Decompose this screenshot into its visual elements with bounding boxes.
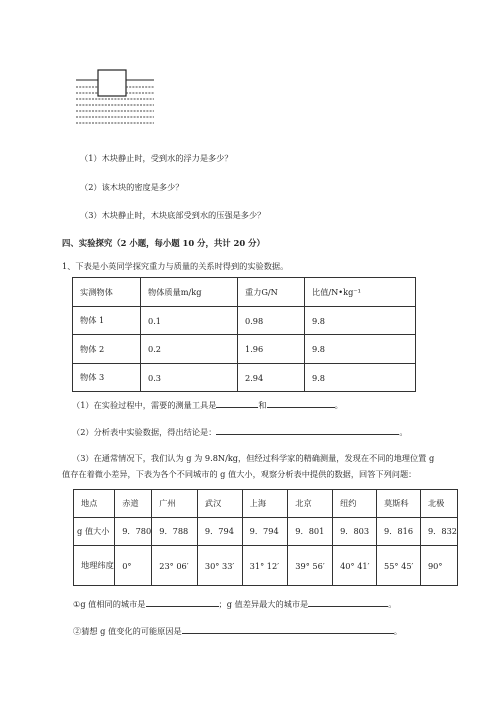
table-cell: 39° 56′ xyxy=(288,546,333,586)
table-cell: 9．801 xyxy=(288,518,333,546)
answer2-end: 。 xyxy=(393,626,402,636)
answer-2 xyxy=(73,626,402,637)
gravity-mass-table xyxy=(72,277,416,392)
table-cell: 9.8 xyxy=(305,335,416,364)
table-cell: 赤道 xyxy=(115,490,152,518)
table-cell: 9．803 xyxy=(333,518,377,546)
table-cell: 55° 45′ xyxy=(377,546,421,586)
table-cell: 北极 xyxy=(420,490,457,518)
table-cell: 9.8 xyxy=(305,307,416,335)
table-row xyxy=(73,335,416,364)
question-2: （2）该木块的密度是多少？ xyxy=(80,182,184,192)
table-cell: 0° xyxy=(115,546,152,586)
table-cell: 武汉 xyxy=(197,490,242,518)
sub1-and: 和 xyxy=(258,400,267,410)
question-3: （3）木块静止时，木块底部受到水的压强是多少？ xyxy=(80,210,266,220)
sub-question-2 xyxy=(72,427,408,438)
table-cell: g 值大小 xyxy=(74,518,115,546)
answer-blank-conclusion[interactable] xyxy=(216,427,399,435)
table-cell: 纽约 xyxy=(333,490,377,518)
sub2-text: （2）分析表中实验数据，得出结论是： xyxy=(72,427,217,437)
answer-blank-same-cities[interactable] xyxy=(146,599,219,607)
table-cell: 9．794 xyxy=(197,518,242,546)
table-cell: 9．780 xyxy=(115,518,152,546)
table-cell: 0.2 xyxy=(141,335,238,364)
sub-question-3-line-2: 值存在着微小差异，下表为各个不同城市的 g 值大小，观察分析表中提供的数据，回答下列问题： xyxy=(62,469,417,479)
table-cell: 9．816 xyxy=(377,518,421,546)
item-1-intro: 1、下表是小英同学探究重力与质量的关系时得到的实验数据。 xyxy=(62,261,289,271)
table-cell: 北京 xyxy=(288,490,333,518)
table-cell: 物体 1 xyxy=(73,307,141,335)
table-cell: 物体 3 xyxy=(73,364,141,392)
table-cell: 0.1 xyxy=(141,307,238,335)
sub1-end: 。 xyxy=(334,400,343,410)
table-row xyxy=(73,307,416,335)
answer-1 xyxy=(73,599,396,610)
table-header-row xyxy=(73,278,416,307)
table-cell: 30° 33′ xyxy=(197,546,242,586)
table-cell: 31° 12′ xyxy=(242,546,288,586)
answer-blank-max-diff-cities[interactable] xyxy=(308,599,388,607)
table-cell: 9．788 xyxy=(152,518,198,546)
answer2-text: ②猜想 g 值变化的可能原因是 xyxy=(73,626,182,636)
table-cell: 2.94 xyxy=(238,364,305,392)
table-cell: 9．794 xyxy=(242,518,288,546)
table-cell: 90° xyxy=(420,546,457,586)
table-cell: 0.98 xyxy=(238,307,305,335)
answer1-end: 。 xyxy=(388,599,397,609)
table-cell: 0.3 xyxy=(141,364,238,392)
table-cell: 9.8 xyxy=(305,364,416,392)
sub-question-1 xyxy=(72,400,343,411)
answer-blank-reason[interactable] xyxy=(182,626,394,634)
sub-question-3-line-1: （3）在通常情况下，我们认为 g 为 9.8N/kg，但经过科学家的精确测量，发现在不同的地理位置 g xyxy=(72,453,435,463)
table-cell: 地点 xyxy=(74,490,115,518)
table-row xyxy=(74,546,458,586)
wooden-block xyxy=(98,70,126,96)
table-cell: 物体 2 xyxy=(73,335,141,364)
header-ratio: 比值/N•kg⁻¹ xyxy=(305,278,416,307)
answer-blank-tool-1[interactable] xyxy=(216,400,258,408)
header-object: 实测物体 xyxy=(73,278,141,307)
g-value-table xyxy=(73,489,458,586)
section-4-title: 四、实验探究（2 小题，每小题 10 分，共计 20 分） xyxy=(62,238,265,248)
table-row xyxy=(74,518,458,546)
question-1: （1）木块静止时，受到水的浮力是多少？ xyxy=(80,153,233,163)
answer1-text: ①g 值相同的城市是 xyxy=(73,599,146,609)
table-cell: 23° 06′ xyxy=(152,546,198,586)
table-cell: 上海 xyxy=(242,490,288,518)
table-cell: 40° 41′ xyxy=(333,546,377,586)
table-row xyxy=(73,364,416,392)
table-cell: 1.96 xyxy=(238,335,305,364)
table-cell: 广州 xyxy=(152,490,198,518)
answer1-mid: ；g 值差异最大的城市是 xyxy=(218,599,309,609)
header-mass: 物体质量m/kg xyxy=(141,278,238,307)
sub2-end: 。 xyxy=(399,427,408,437)
table-cell: 地理纬度 xyxy=(74,546,115,586)
sub1-text: （1）在实验过程中，需要的测量工具是 xyxy=(72,400,217,410)
table-row xyxy=(74,490,458,518)
header-gravity: 重力G/N xyxy=(238,278,305,307)
table-cell: 莫斯科 xyxy=(377,490,421,518)
floating-block-diagram xyxy=(72,68,162,128)
answer-blank-tool-2[interactable] xyxy=(267,400,335,408)
table-cell: 9．832 xyxy=(420,518,457,546)
